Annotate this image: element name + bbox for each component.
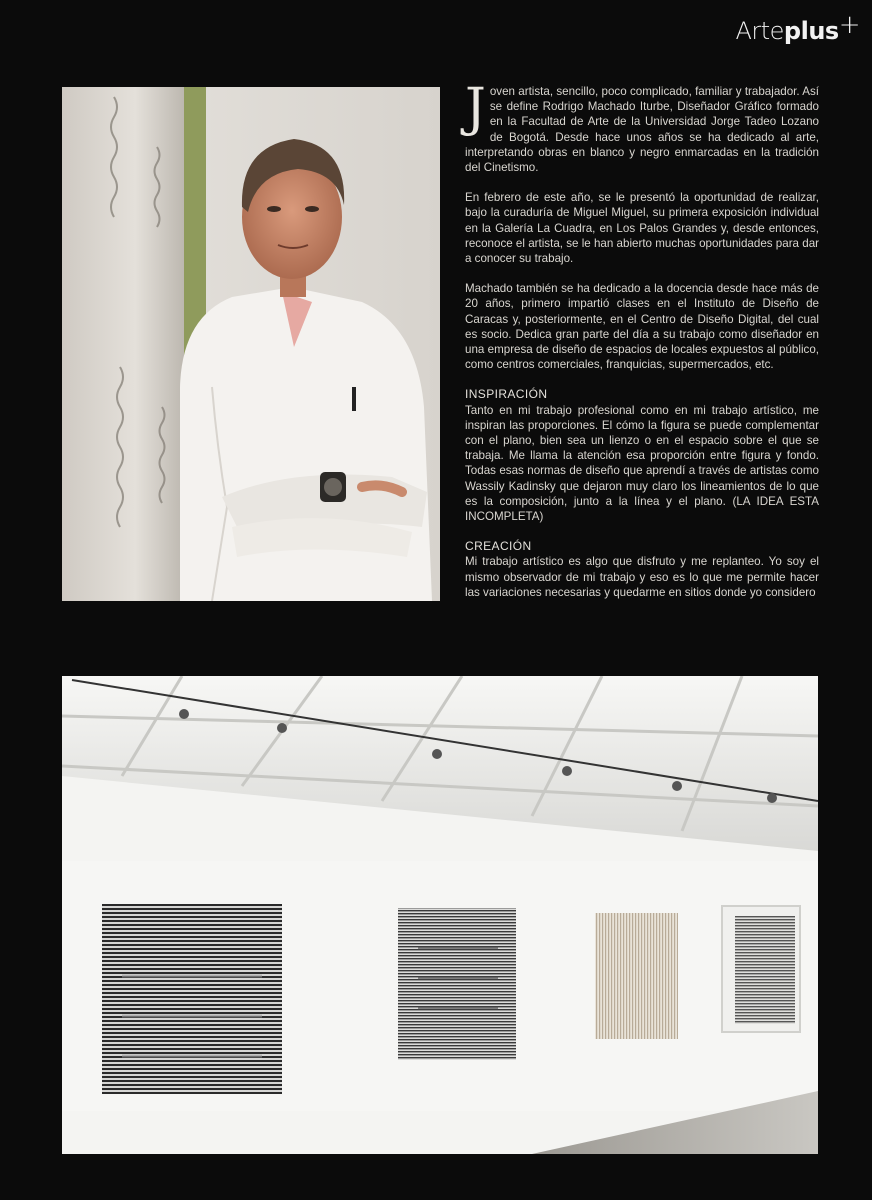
section-heading-inspiracion: INSPIRACIÓN	[465, 387, 548, 402]
intro-paragraph	[465, 78, 819, 175]
artist-portrait-photo	[62, 87, 440, 601]
brand-arte: Arte	[735, 17, 784, 45]
drop-cap: J	[465, 78, 486, 138]
brand-plus-sign: +	[838, 10, 860, 40]
article-body	[465, 78, 819, 615]
intro-text: oven artista, sencillo, poco complicado, familiar y trabajador. Así se define Rodrigo Machado Iturbe, Diseñador Gráfico formado en la Facultad de Arte de la Universidad Jorge Tadeo Lozano de Bogotá. Desde hace unos años se ha dedicado al arte, interpretando obras en blanco y negro enmarcadas en la tradición del Cinetismo.	[465, 85, 819, 175]
gallery-exhibition-photo	[62, 676, 818, 1154]
section-text-creacion: Mi trabajo artístico es algo que disfruto y me replanteo. Yo soy el mismo observador de mi trabajo y eso es lo que me permite hacer las variaciones necesarias y quedarme en sitios donde yo considero	[465, 555, 819, 599]
section-heading-creacion: CREACIÓN	[465, 539, 532, 554]
brand-plus-word: plus	[783, 17, 839, 45]
magazine-brand	[735, 10, 860, 45]
section-text-inspiracion: Tanto en mi trabajo profesional como en mi trabajo artístico, me inspiran las proporciones. El cómo la figura se puede complementar con el plano, bien sea un lienzo o en el espacio sobre el que se trabaja. Me llama la atención esa proporción entre figura y fondo. Todas esas normas de diseño que aprendí a través de artistas como Wassily Kadinsky que dejaron muy claro los lineamientos de lo que es la composición, junto a la línea y el plano. (LA IDEA ESTA INCOMPLETA)	[465, 403, 819, 524]
paragraph-docencia: Machado también se ha dedicado a la docencia desde hace más de 20 años, primero impartió clases en el Instituto de Diseño de Caracas y, posteriormente, en el Centro de Diseño Digital, del cual es socio. Dedica gran parte del día a su trabajo como diseñador en una empresa de diseño de espacios de locales expuestos al público, como centros comerciales, franquicias, supermercados, etc.	[465, 282, 819, 372]
paragraph-exposicion: En febrero de este año, se le presentó la oportunidad de realizar, bajo la curaduría de Miguel Miguel, su primera exposición individual en la Galería La Cuadra, en Los Palos Grandes y, desde entonces, reconoce el artista, se le han abierto muchas oportunidades para dar a conocer su trabajo.	[465, 191, 819, 266]
